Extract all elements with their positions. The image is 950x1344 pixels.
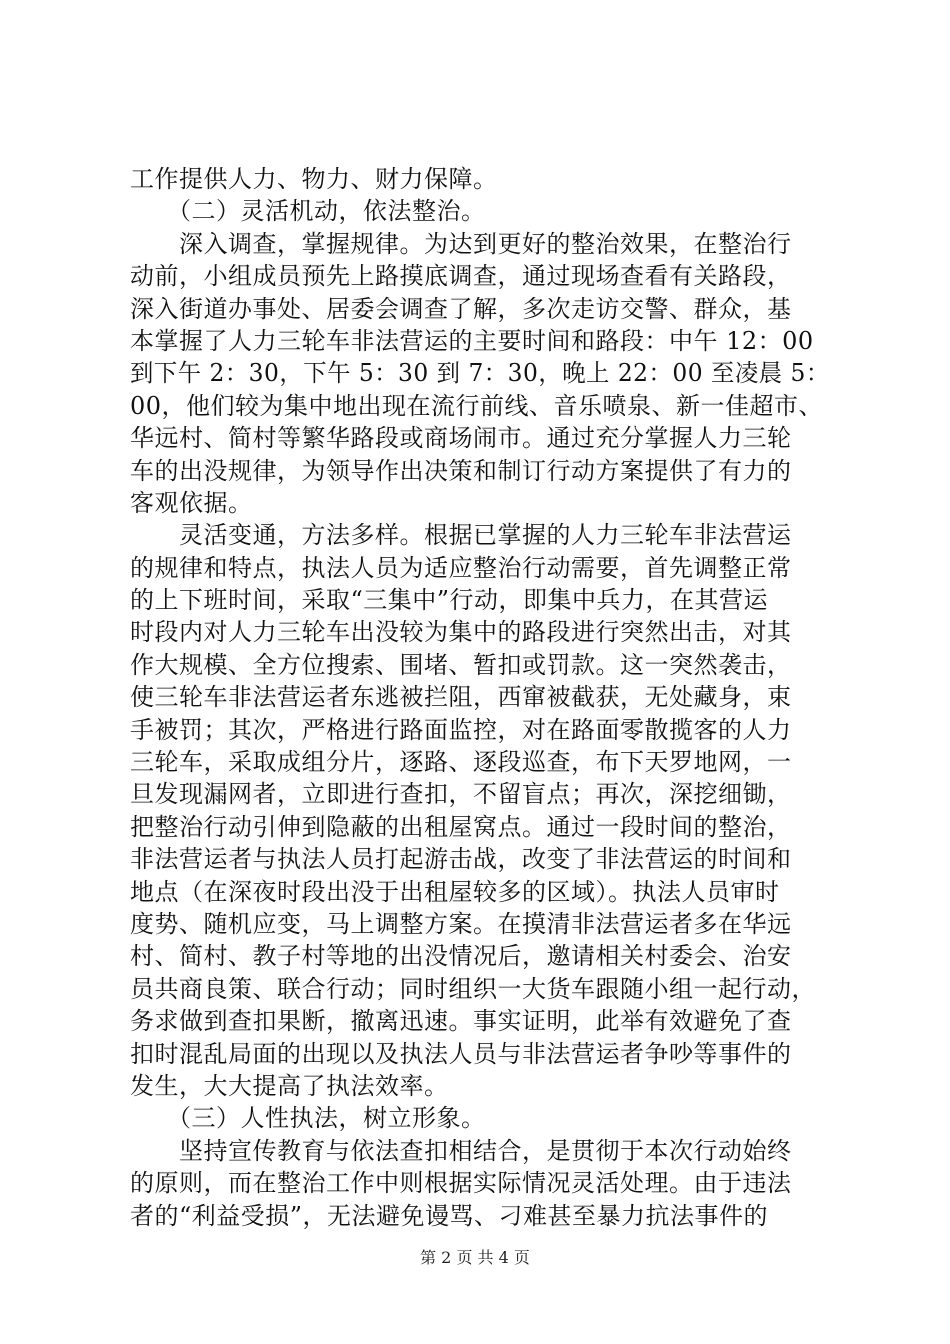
text-line: 工作提供人力、物力、财力保障。 xyxy=(130,165,498,193)
text-line: 深入调查，掌握规律。为达到更好的整治效果，在整治行 xyxy=(130,229,792,258)
text-line: 村、简村、教子村等地的出没情况后，邀请相关村委会、治安 xyxy=(130,942,792,971)
text-line: 把整治行动引伸到隐蔽的出租屋窝点。通过一段时间的整治， xyxy=(130,812,792,841)
text-line: 发生，大大提高了执法效率。 xyxy=(130,1071,449,1100)
text-line: 旦发现漏网者，立即进行查扣，不留盲点；再次，深挖细锄， xyxy=(130,780,792,809)
text-line: 非法营运者与执法人员打起游击战，改变了非法营运的时间和 xyxy=(130,845,792,874)
text-line: 灵活变通，方法多样。根据已掌握的人力三轮车非法营运 xyxy=(130,521,792,550)
text-line: 本掌握了人力三轮车非法营运的主要时间和路段：中午 12：00 xyxy=(130,326,814,355)
text-line: 深入街道办事处、居委会调查了解，多次走访交警、群众，基 xyxy=(130,294,792,323)
text-line: 客观依据。 xyxy=(130,488,253,517)
text-line: 者的“利益受损”，无法避免谩骂、刁难甚至暴力抗法事件的 xyxy=(130,1201,769,1230)
text-line: 务求做到查扣果断，撤离迅速。事实证明，此举有效避免了查 xyxy=(130,1007,792,1036)
document-body xyxy=(130,163,830,1232)
section-heading: （二）灵活机动，依法整治。 xyxy=(130,197,486,226)
text-line: 员共商良策、联合行动；同时组织一大货车跟随小组一起行动， xyxy=(130,974,816,1003)
text-line: 动前，小组成员预先上路摸底调查，通过现场查看有关路段， xyxy=(130,262,792,291)
text-line: 的规律和特点，执法人员为适应整治行动需要，首先调整正常 xyxy=(130,553,792,582)
text-line: 地点（在深夜时段出没于出租屋较多的区域）。执法人员审时 xyxy=(130,877,780,906)
text-line: 车的出没规律，为领导作出决策和制订行动方案提供了有力的 xyxy=(130,456,792,485)
section-heading: （三）人性执法，树立形象。 xyxy=(130,1104,486,1133)
text-line: 00，他们较为集中地出现在流行前线、音乐喷泉、新一佳超市、 xyxy=(130,391,824,420)
text-line: 度势、随机应变，马上调整方案。在摸清非法营运者多在华远 xyxy=(130,909,792,938)
text-line: 扣时混乱局面的出现以及执法人员与非法营运者争吵等事件的 xyxy=(130,1039,792,1068)
text-line: 到下午 2：30，下午 5：30 到 7：30，晚上 22：00 至凌晨 5： xyxy=(130,359,830,388)
text-line: 坚持宣传教育与依法查扣相结合，是贯彻于本次行动始终 xyxy=(130,1136,792,1165)
text-line: 三轮车，采取成组分片，逐路、逐段巡查，布下天罗地网，一 xyxy=(130,748,792,777)
text-line: 的原则，而在整治工作中则根据实际情况灵活处理。由于违法 xyxy=(130,1169,792,1198)
text-line: 使三轮车非法营运者东逃被拦阻，西窜被截获，无处藏身，束 xyxy=(130,683,792,712)
text-line: 手被罚；其次，严格进行路面监控，对在路面零散揽客的人力 xyxy=(130,715,792,744)
text-line: 时段内对人力三轮车出没较为集中的路段进行突然出击，对其 xyxy=(130,618,792,647)
text-line: 的上下班时间，采取“三集中”行动，即集中兵力，在其营运 xyxy=(130,586,769,615)
text-line: 作大规模、全方位搜索、围堵、暂扣或罚款。这一突然袭击， xyxy=(130,650,792,679)
page-number-footer: 第 2 页 共 4 页 xyxy=(420,1248,530,1267)
text-line: 华远村、简村等繁华路段或商场闹市。通过充分掌握人力三轮 xyxy=(130,424,792,453)
